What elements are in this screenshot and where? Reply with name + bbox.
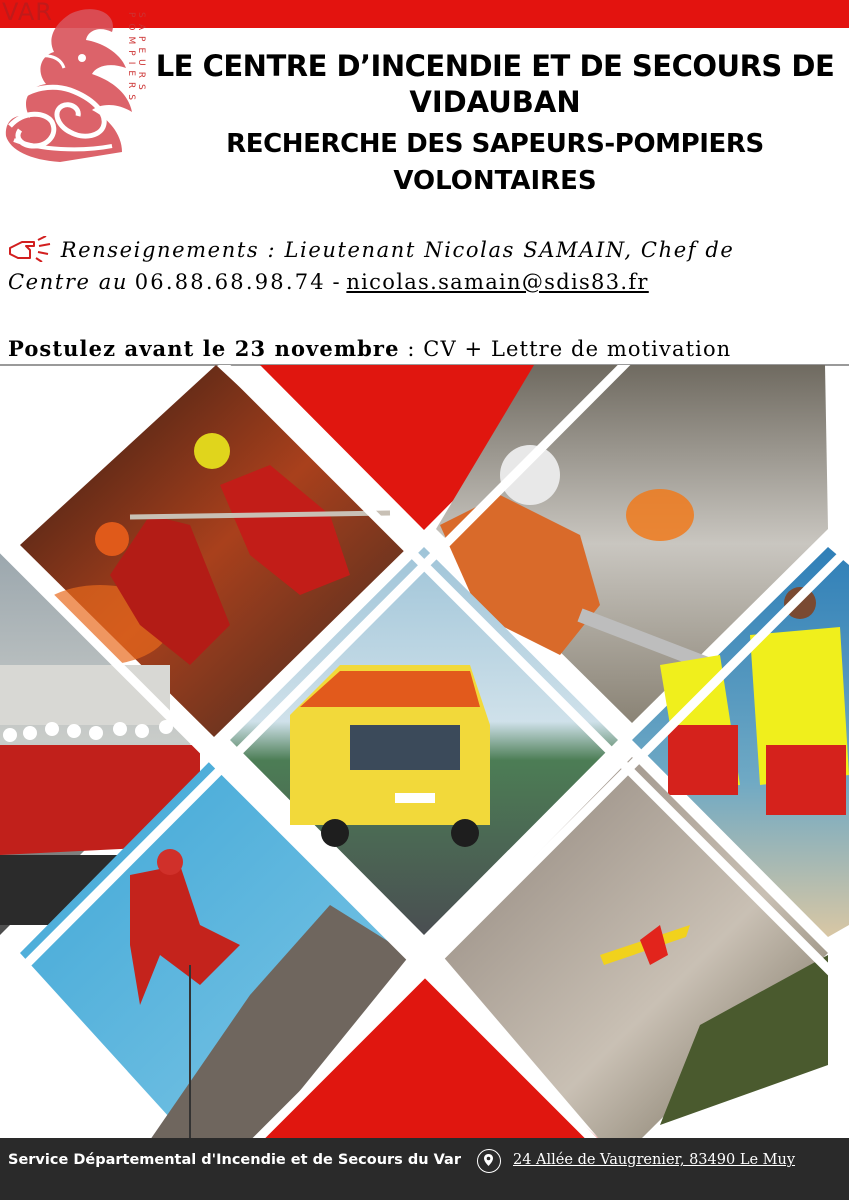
pointing-hand-icon [8,236,54,262]
deadline-rest: : CV + Lettre de motivation [399,337,732,361]
salamander-emblem [0,0,140,170]
title-line-2: VIDAUBAN [409,85,581,119]
deadline-bold: Postulez avant le 23 novembre [8,336,400,361]
page-title [150,48,840,198]
logo-vertical-text: SAPEURS POMPIERS [126,12,146,107]
email-link[interactable]: nicolas.samain@sdis83.fr [346,270,649,294]
footer [0,1138,849,1200]
logo-abbr: VAR [2,0,53,26]
footer-address-link[interactable]: 24 Allée de Vaugrenier, 83490 Le Muy [513,1152,796,1168]
contact-text: Renseignements : Lieutenant Nicolas SAMAIN, Chef de [60,238,735,262]
contact-info [8,234,843,298]
contact-line-2 [8,266,843,298]
contact-prefix: Centre au [8,270,129,294]
footer-organization: Service Départemental d'Incendie et de Secours du Var [8,1152,461,1168]
contact-dash: - [332,270,340,294]
sdis-logo [0,0,150,175]
contact-line-1 [8,234,843,266]
title-line-4: VOLONTAIRES [393,166,597,196]
phone-number[interactable]: 06.88.68.98.74 [134,270,326,294]
deadline-text [8,336,848,361]
title-line-3: RECHERCHE DES SAPEURS-POMPIERS [226,129,764,159]
photo-collage [0,365,849,1140]
location-pin-icon [477,1149,501,1173]
title-line-1: LE CENTRE D’INCENDIE ET DE SECOURS DE [155,49,835,83]
